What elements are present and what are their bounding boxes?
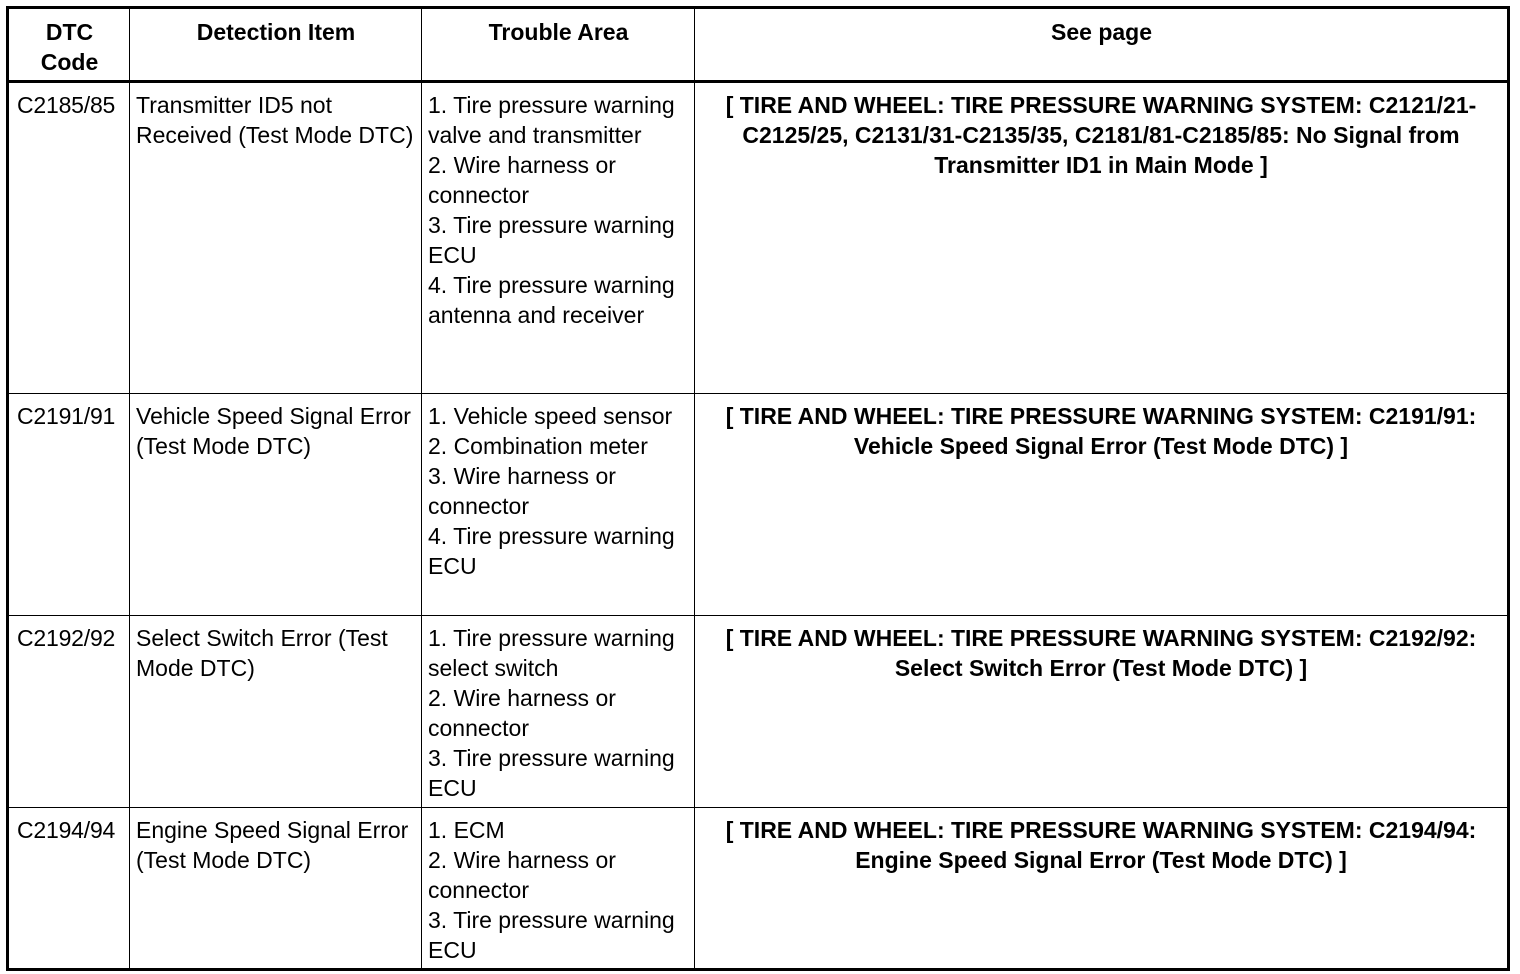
trouble-area-item: 1. Tire pressure warning select switch <box>428 625 675 681</box>
trouble-area-item: 2. Wire harness or connector <box>428 847 616 903</box>
dtc-table <box>6 6 1510 971</box>
dtc-code-cell: C2192/92 <box>8 616 130 808</box>
trouble-area-item: 4. Tire pressure warning antenna and receiver <box>428 272 675 328</box>
detection-item-cell: Engine Speed Signal Error (Test Mode DTC) <box>130 808 422 970</box>
see-page-link[interactable]: [ TIRE AND WHEEL: TIRE PRESSURE WARNING SYSTEM: C2121/21-C2125/25, C2131/31-C2135/35, C2181/81-C2185/85: No Signal from Transmitter ID1 in Main Mode ] <box>695 82 1509 394</box>
trouble-area-item: 3. Tire pressure warning ECU <box>428 907 675 963</box>
table-body <box>8 82 1509 970</box>
trouble-area-item: 2. Wire harness or connector <box>428 685 616 741</box>
see-page-link[interactable]: [ TIRE AND WHEEL: TIRE PRESSURE WARNING SYSTEM: C2191/91: Vehicle Speed Signal Error (Test Mode DTC) ] <box>695 394 1509 616</box>
header-row <box>8 8 1509 82</box>
see-page-link[interactable]: [ TIRE AND WHEEL: TIRE PRESSURE WARNING SYSTEM: C2192/92: Select Switch Error (Test Mode DTC) ] <box>695 616 1509 808</box>
trouble-area-item: 3. Wire harness or connector <box>428 463 616 519</box>
table-row <box>8 82 1509 394</box>
trouble-area-item: 1. Vehicle speed sensor <box>428 403 673 429</box>
header-see-page: See page <box>695 8 1509 82</box>
trouble-area-item: 3. Tire pressure warning ECU <box>428 212 675 268</box>
detection-item-cell: Select Switch Error (Test Mode DTC) <box>130 616 422 808</box>
header-detection-item: Detection Item <box>130 8 422 82</box>
dtc-code-cell: C2191/91 <box>8 394 130 616</box>
trouble-area-item: 4. Tire pressure warning ECU <box>428 523 675 579</box>
trouble-area-item: 3. Tire pressure warning ECU <box>428 745 675 801</box>
see-page-link[interactable]: [ TIRE AND WHEEL: TIRE PRESSURE WARNING SYSTEM: C2194/94: Engine Speed Signal Error (Test Mode DTC) ] <box>695 808 1509 970</box>
trouble-area-cell <box>422 616 695 808</box>
table-row <box>8 394 1509 616</box>
dtc-code-cell: C2185/85 <box>8 82 130 394</box>
trouble-area-item: 2. Wire harness or connector <box>428 152 616 208</box>
detection-item-cell: Vehicle Speed Signal Error (Test Mode DTC) <box>130 394 422 616</box>
detection-item-cell: Transmitter ID5 not Received (Test Mode DTC) <box>130 82 422 394</box>
header-dtc-code: DTC Code <box>8 8 130 82</box>
trouble-area-cell <box>422 808 695 970</box>
dtc-code-cell: C2194/94 <box>8 808 130 970</box>
trouble-area-item: 2. Combination meter <box>428 433 648 459</box>
table-row <box>8 616 1509 808</box>
trouble-area-item: 1. ECM <box>428 817 505 843</box>
header-trouble-area: Trouble Area <box>422 8 695 82</box>
trouble-area-cell <box>422 82 695 394</box>
trouble-area-item: 1. Tire pressure warning valve and transmitter <box>428 92 675 148</box>
trouble-area-cell <box>422 394 695 616</box>
table-row <box>8 808 1509 970</box>
table-header <box>8 8 1509 82</box>
